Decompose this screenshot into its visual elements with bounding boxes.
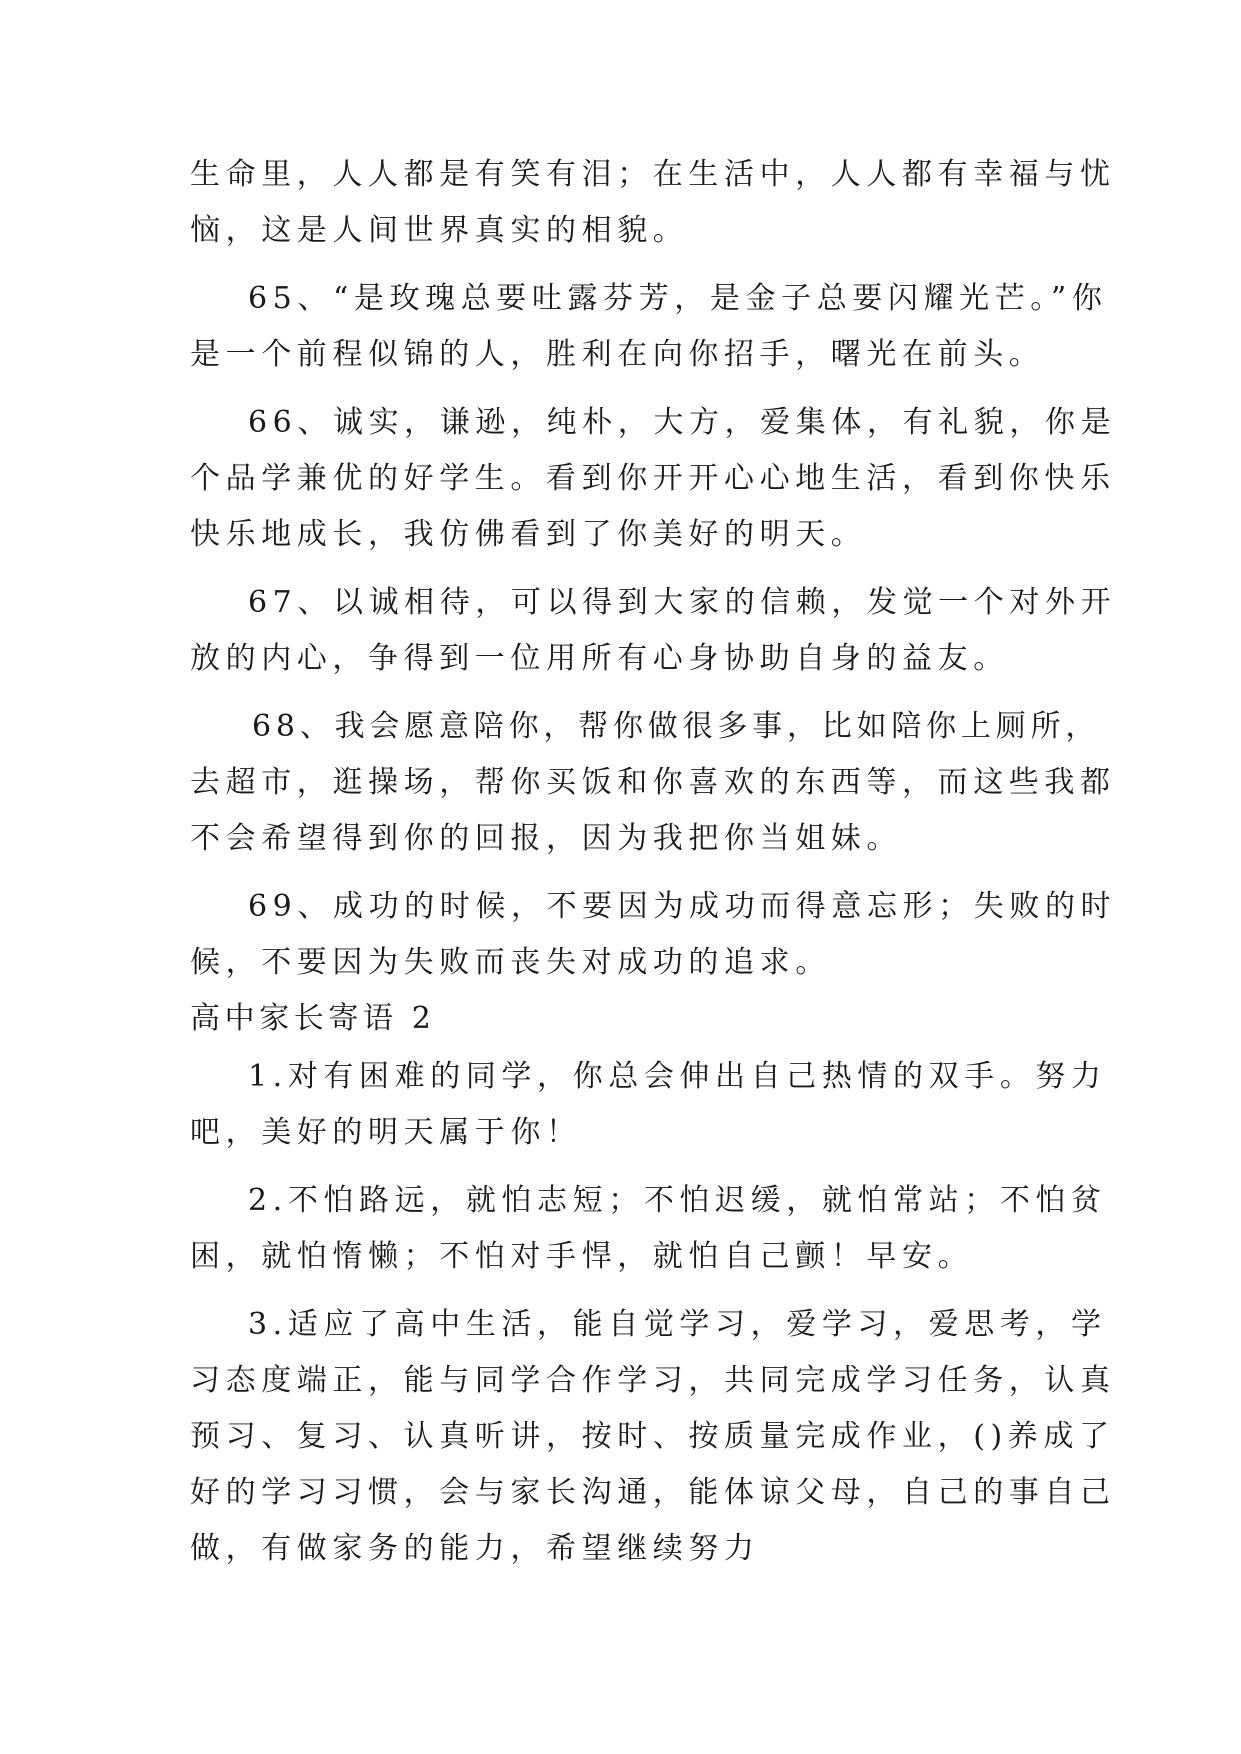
paragraph-67-line-1: 67、以诚相待，可以得到大家的信赖，发觉一个对外开 [248, 585, 1117, 620]
text-line: 习态度端正，能与同学合作学习，共同完成学习任务，认真 [190, 1363, 1116, 1398]
paragraph-69-line-1: 69、成功的时候，不要因为成功而得意忘形；失败的时 [248, 889, 1117, 924]
text-line: 做，有做家务的能力，希望继续努力 [190, 1531, 760, 1566]
paragraph-1-line-1: 1.对有困难的同学，你总会伸出自己热情的双手。努力 [248, 1059, 1107, 1094]
text-line: 个品学兼优的好学生。看到你开开心心地生活，看到你快乐 [190, 461, 1116, 496]
text-line: 生命里，人人都是有笑有泪；在生活中，人人都有幸福与忧 [190, 157, 1116, 192]
text-line: 候，不要因为失败而丧失对成功的追求。 [190, 945, 831, 980]
text-line: 不会希望得到你的回报，因为我把你当姐妹。 [190, 821, 902, 856]
text-line: 是一个前程似锦的人，胜利在向你招手，曙光在前头。 [190, 337, 1045, 372]
paragraph-65-line-1: 65、“是玫瑰总要吐露芬芳，是金子总要闪耀光芒。”你 [248, 281, 1108, 316]
text-line: 困，就怕惰懒；不怕对手悍，就怕自己颤！早安。 [190, 1239, 974, 1274]
text-line: 恼，这是人间世界真实的相貌。 [190, 213, 689, 248]
paragraph-66-line-1: 66、诚实，谦逊，纯朴，大方，爱集体，有礼貌，你是 [248, 405, 1117, 440]
text-line: 放的内心，争得到一位用所有心身协助自身的益友。 [190, 641, 1009, 676]
text-line: 快乐地成长，我仿佛看到了你美好的明天。 [190, 517, 867, 552]
text-line: 去超市，逛操场，帮你买饭和你喜欢的东西等，而这些我都 [190, 765, 1116, 800]
text-line: 好的学习习惯，会与家长沟通，能体谅父母，自己的事自己 [190, 1475, 1116, 1510]
paragraph-2-line-1: 2.不怕路远，就怕志短；不怕迟缓，就怕常站；不怕贫 [248, 1183, 1107, 1218]
text-line: 预习、复习、认真听讲，按时、按质量完成作业，()养成了 [190, 1419, 1115, 1454]
paragraph-68-line-1: 68、我会愿意陪你，帮你做很多事，比如陪你上厕所， [252, 709, 1101, 744]
section-heading: 高中家长寄语 2 [190, 1001, 436, 1036]
paragraph-3-line-1: 3.适应了高中生活，能自觉学习，爱学习，爱思考，学 [248, 1307, 1107, 1342]
text-line: 吧，美好的明天属于你！ [190, 1115, 582, 1150]
